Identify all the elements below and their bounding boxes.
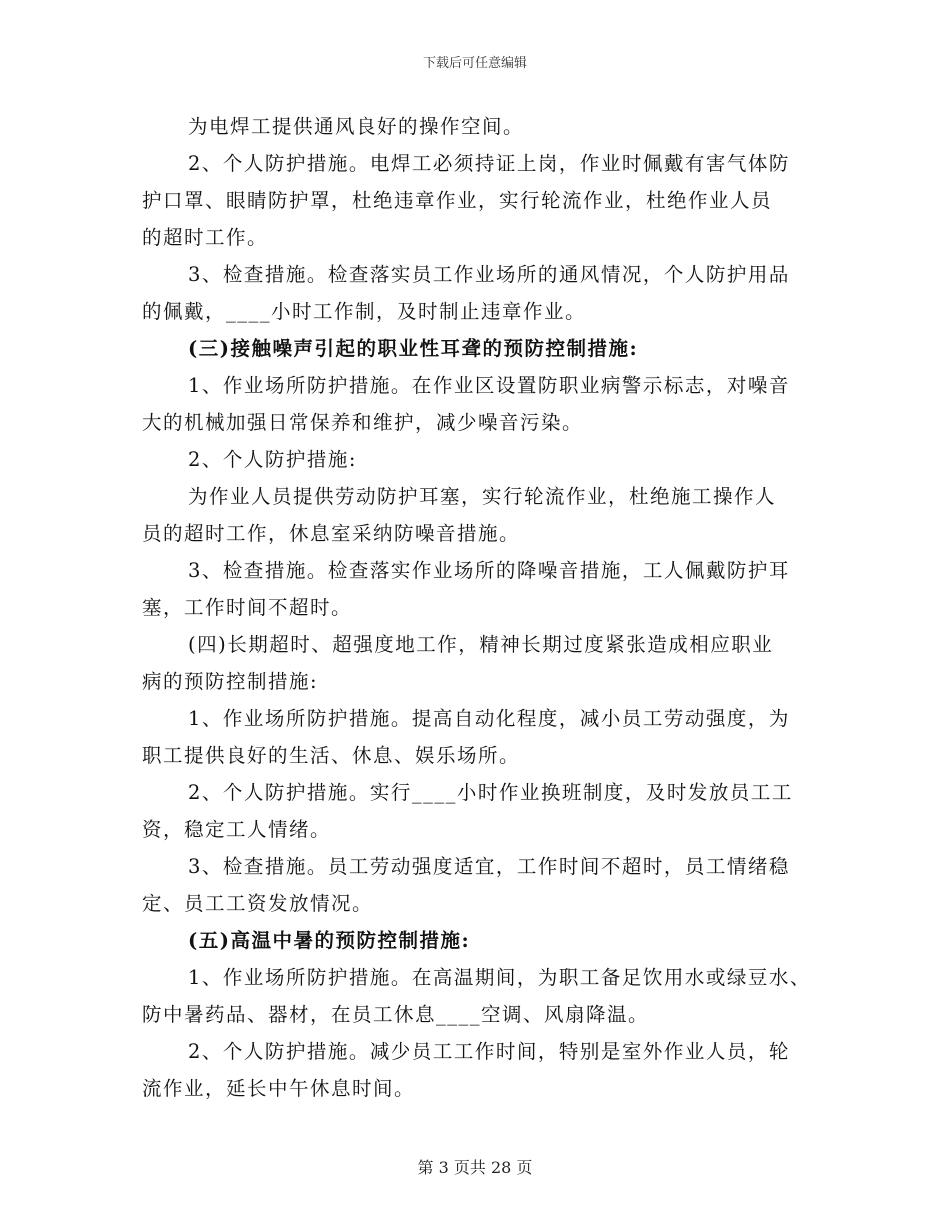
text-line: 的佩戴，____小时工作制，及时制止违章作业。 (142, 300, 587, 323)
text-line: 资，稳定工人情绪。 (142, 818, 332, 841)
text-line: 职工提供良好的生活、休息、娱乐场所。 (142, 744, 521, 767)
text-line: 2、个人防护措施。电焊工必须持证上岗，作业时佩戴有害气体防 (188, 152, 790, 175)
text-line: (四)长期超时、超强度地工作，精神长期过度紧张造成相应职业 (188, 633, 774, 656)
text-line: 塞，工作时间不超时。 (142, 596, 353, 619)
text-line: 大的机械加强日常保养和维护，减少噪音污染。 (142, 411, 584, 434)
document-body (142, 108, 810, 1107)
text-line: 为作业人员提供劳动防护耳塞，实行轮流作业，杜绝施工操作人 (188, 485, 777, 508)
section-heading: (三)接触噪声引起的职业性耳聋的预防控制措施: (188, 337, 639, 360)
text-line: 2、个人防护措施。实行____小时作业换班制度，及时发放员工工 (188, 781, 793, 804)
text-line: 1、作业场所防护措施。在作业区设置防职业病警示标志，对噪音 (188, 374, 790, 397)
text-line: 为电焊工提供通风良好的操作空间。 (188, 115, 525, 138)
text-line: 流作业，延长中午休息时间。 (142, 1077, 416, 1100)
text-line: 3、检查措施。检查落实作业场所的降噪音措施，工人佩戴防护耳 (188, 559, 790, 582)
text-line: 3、检查措施。员工劳动强度适宜，工作时间不超时，员工情绪稳 (188, 855, 790, 878)
text-line: 的超时工作。 (142, 226, 269, 249)
text-line: 员的超时工作，休息室采纳防噪音措施。 (142, 522, 521, 545)
text-line: 2、个人防护措施: (188, 448, 357, 471)
text-line: 1、作业场所防护措施。在高温期间，为职工备足饮用水或绿豆水、 (188, 966, 811, 989)
text-line: 病的预防控制措施: (142, 670, 319, 693)
section-heading: (五)高温中暑的预防控制措施: (188, 929, 471, 952)
text-line: 护口罩、眼睛防护罩，杜绝违章作业，实行轮流作业，杜绝作业人员 (142, 189, 773, 212)
text-line: 1、作业场所防护措施。提高自动化程度，减小员工劳动强度，为 (188, 707, 790, 730)
text-line: 3、检查措施。检查落实员工作业场所的通风情况，个人防护用品 (188, 263, 790, 286)
text-line: 定、员工工资发放情况。 (142, 892, 374, 915)
text-line: 防中暑药品、器材，在员工休息____空调、风扇降温。 (142, 1003, 650, 1026)
text-line: 2、个人防护措施。减少员工工作时间，特别是室外作业人员，轮 (188, 1040, 790, 1063)
page-number: 第 3 页共 28 页 (417, 1158, 533, 1177)
page-header: 下载后可任意编辑 (422, 56, 527, 71)
